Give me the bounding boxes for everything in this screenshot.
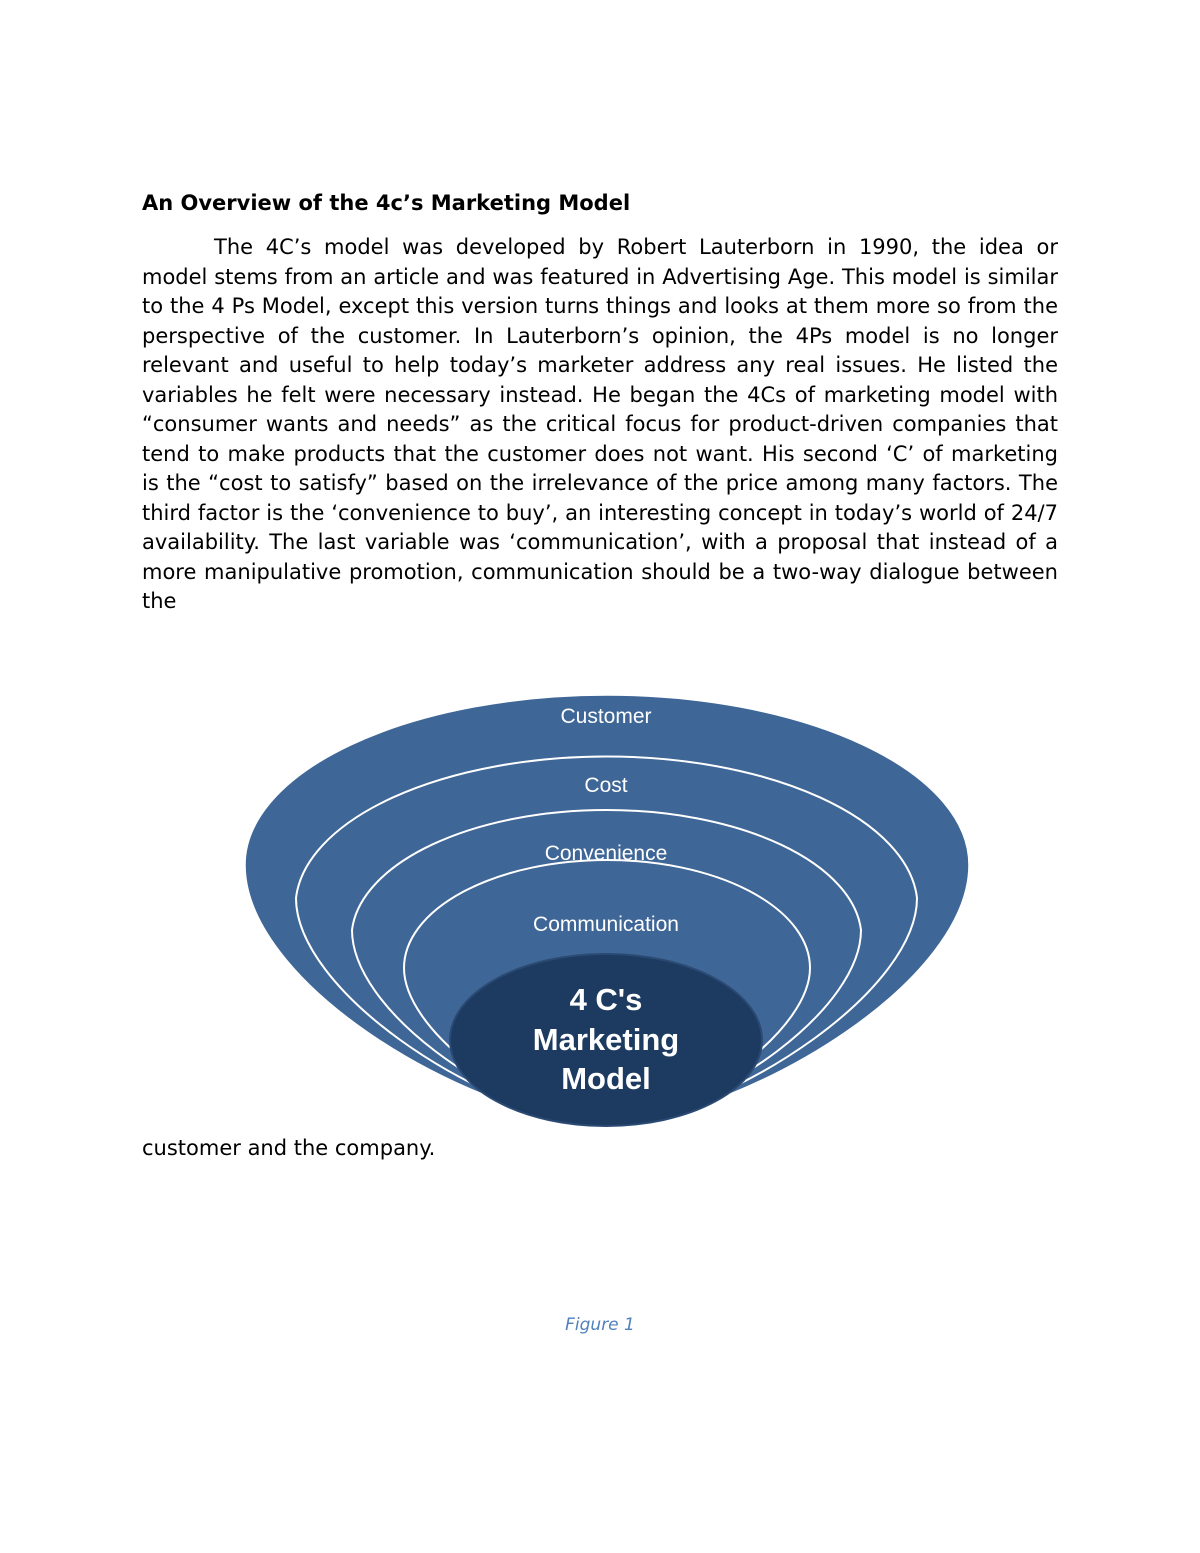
- ring-label-customer: Customer: [560, 705, 652, 728]
- document-heading: An Overview of the 4c’s Marketing Model: [142, 191, 631, 215]
- body-paragraph: The 4C’s model was developed by Robert Lauterborn in 1990, the idea or model stems from an article and was featured in Advertising Age. This model is similar to the 4 Ps Model, except this version turns things and looks at them more so from the perspective of the customer. In Lauterborn’s opinion, the 4Ps model is no longer relevant and useful to help today’s marketer address any real issues. He listed the variables he felt were necessary instead. He began the 4Cs of marketing model with “consumer wants and needs” as the critical focus for product-driven companies that tend to make products that the customer does not want. His second ‘C’ of marketing is the “cost to satisfy” based on the irrelevance of the price among many factors. The third factor is the ‘convenience to buy’, an interesting concept in today’s world of 24/7 availability. The last variable was ‘communication’, with a proposal that instead of a more manipulative promotion, communication should be a two-way dialogue between the: [142, 235, 1058, 613]
- 4cs-model-diagram: [244, 668, 972, 1130]
- core-label-line2: Marketing: [532, 1022, 680, 1057]
- ring-label-convenience: Convenience: [544, 842, 668, 865]
- core-label-line1: 4 C's: [569, 982, 643, 1017]
- ring-label-cost: Cost: [584, 774, 628, 797]
- figure-caption: Figure 1: [565, 1315, 635, 1335]
- core-label-line3: Model: [561, 1061, 651, 1096]
- ring-label-communication: Communication: [533, 913, 679, 936]
- diagram-svg: [244, 668, 972, 1130]
- body-continuation: customer and the company.: [142, 1136, 436, 1160]
